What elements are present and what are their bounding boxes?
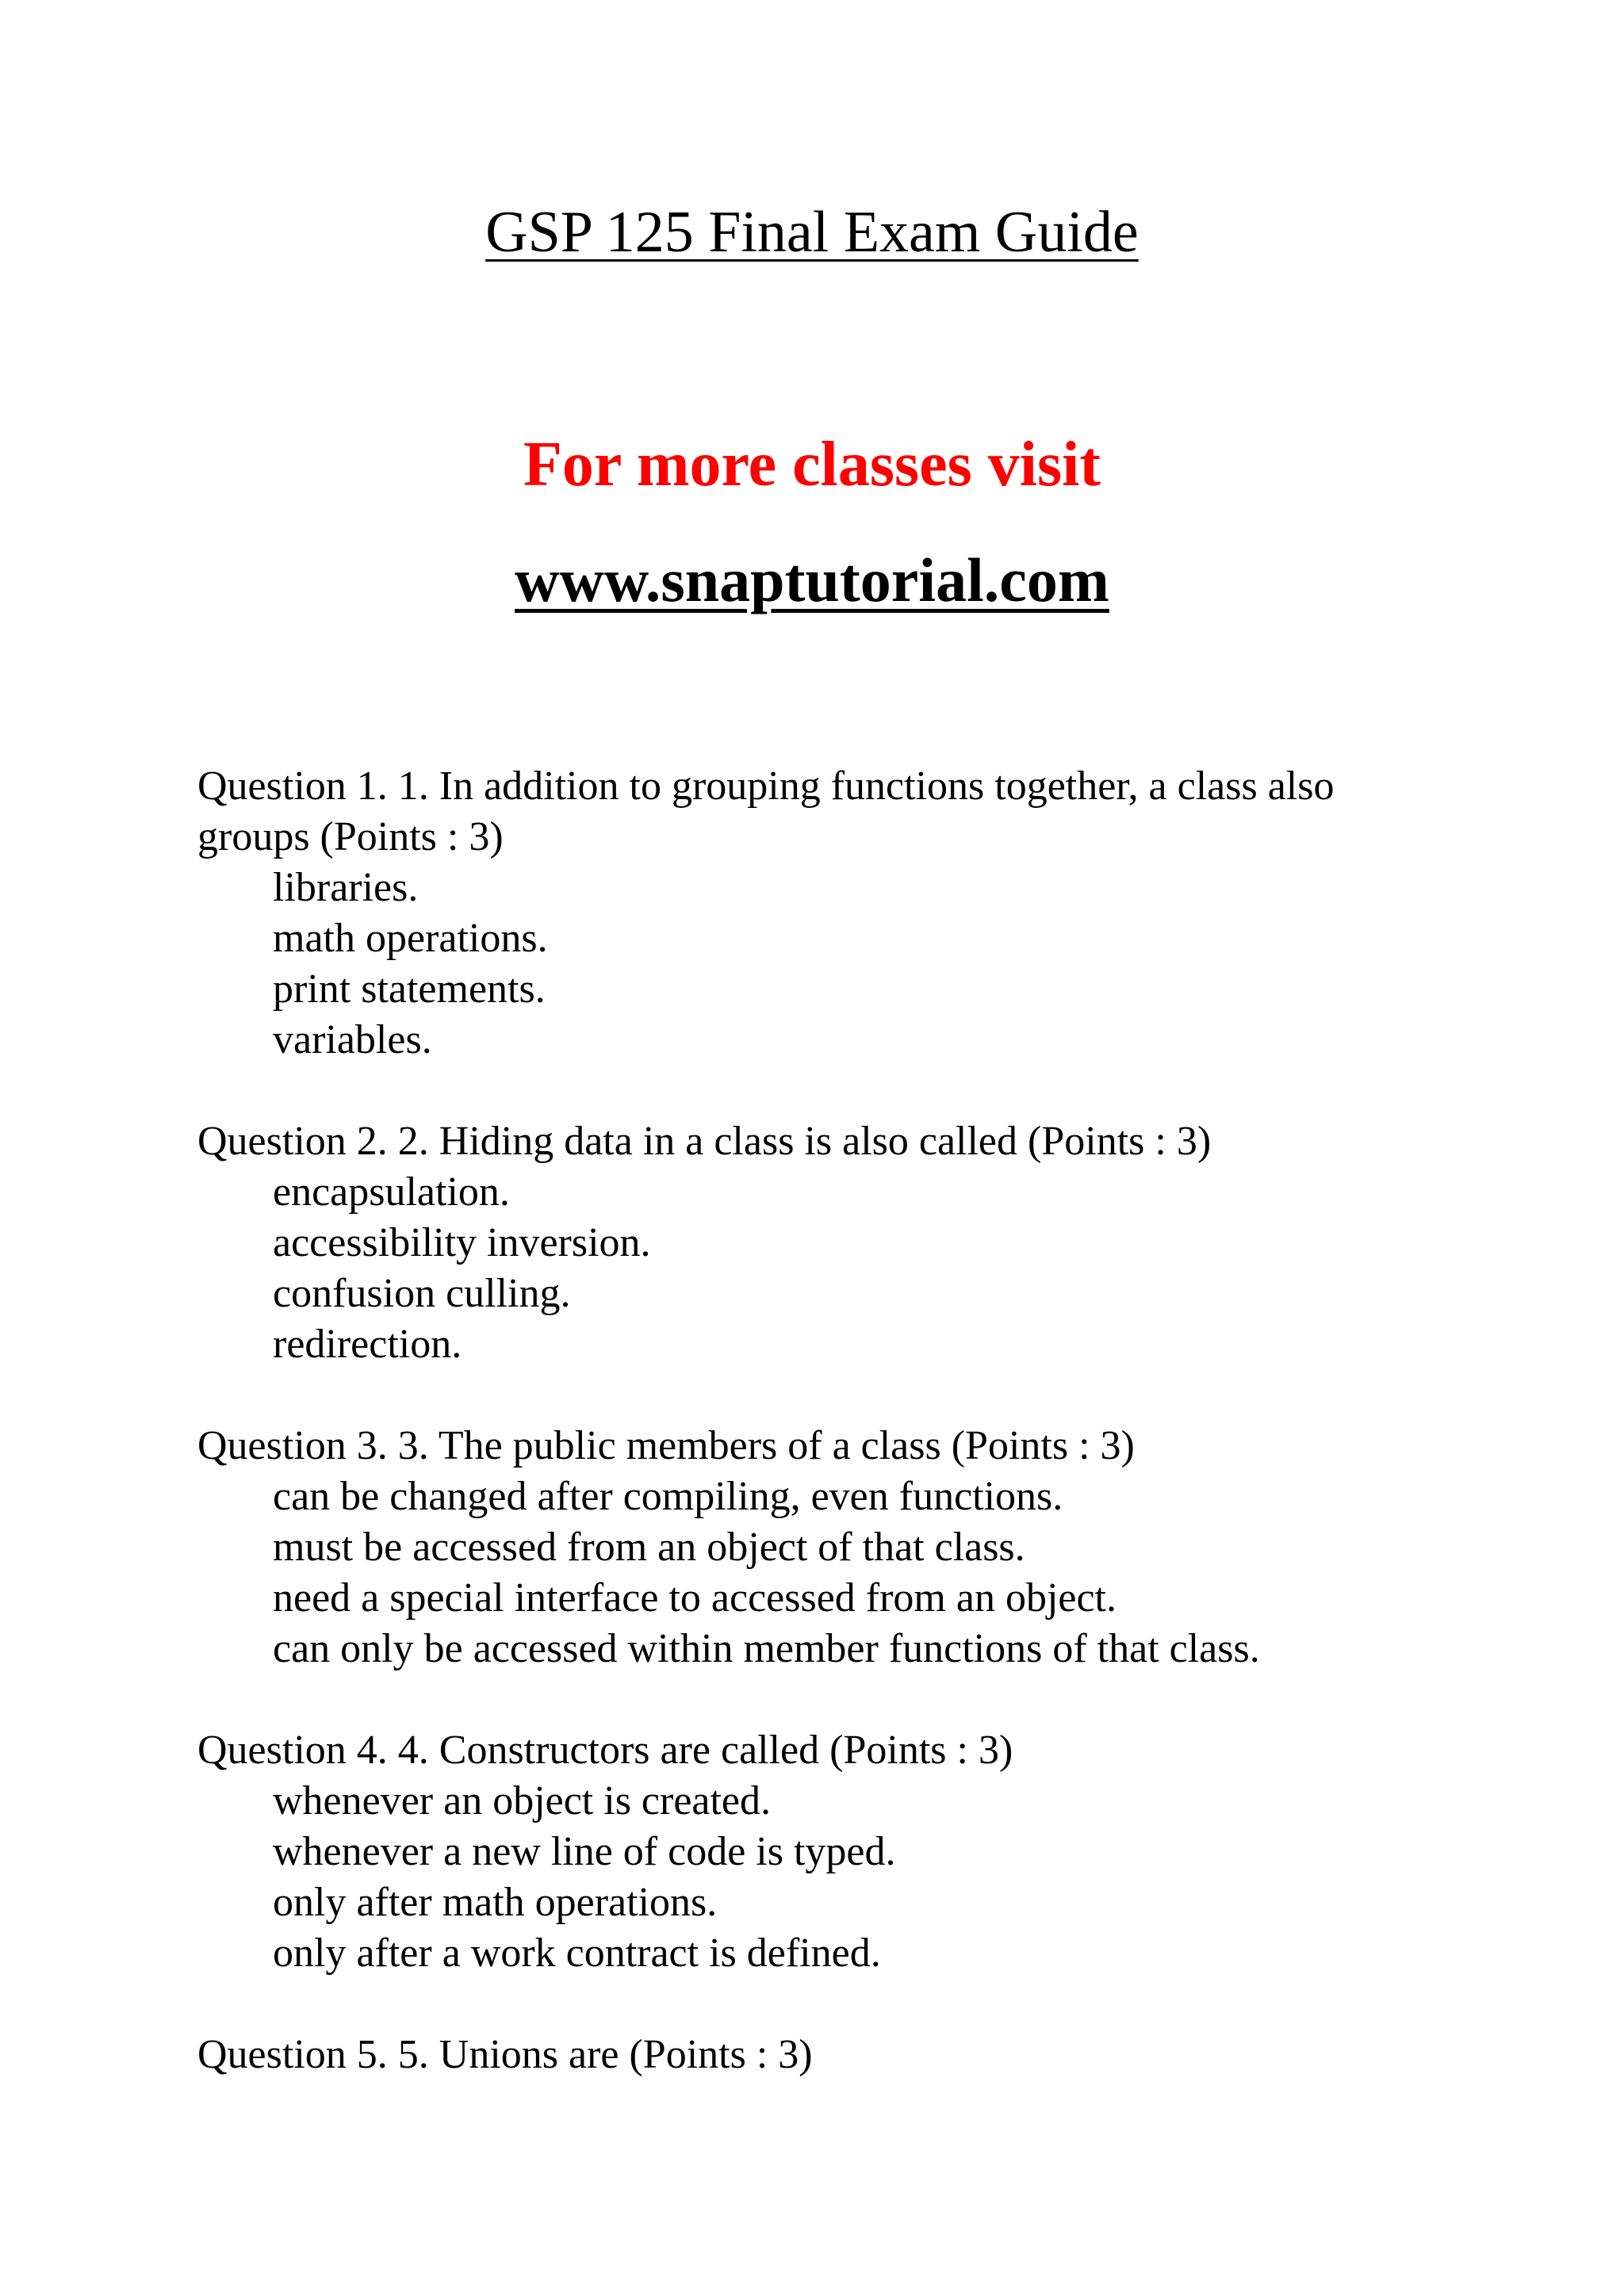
- question-text: Question 1. 1. In addition to grouping functions together, a class also groups (Points : 3): [197, 763, 1335, 859]
- question-text: Question 3. 3. The public members of a class (Points : 3): [197, 1423, 1135, 1468]
- answer-option: redirection.: [273, 1322, 462, 1367]
- answer-option: math operations.: [273, 916, 548, 961]
- answer-option: whenever a new line of code is typed.: [273, 1829, 896, 1874]
- document-title: GSP 125 Final Exam Guide: [485, 200, 1139, 265]
- question-text: Question 2. 2. Hiding data in a class is also called (Points : 3): [197, 1119, 1212, 1164]
- question-list: [197, 761, 1419, 2131]
- website-link[interactable]: www.snaptutorial.com: [515, 545, 1109, 614]
- answer-option: only after a work contract is defined.: [273, 1931, 881, 1976]
- answer-option: need a special interface to accessed from an object.: [273, 1575, 1116, 1621]
- question-text: Question 5. 5. Unions are (Points : 3): [197, 2032, 813, 2077]
- answer-option: can be changed after compiling, even functions.: [273, 1474, 1063, 1519]
- answer-option: only after math operations.: [273, 1880, 718, 1925]
- answer-option: variables.: [273, 1017, 432, 1062]
- question-text: Question 4. 4. Constructors are called (Points : 3): [197, 1728, 1013, 1773]
- question-1: [197, 761, 1419, 1066]
- question-4: [197, 1725, 1419, 1979]
- question-2: [197, 1116, 1419, 1370]
- answer-option: whenever an object is created.: [273, 1778, 772, 1823]
- answer-option: can only be accessed within member functions of that class.: [273, 1626, 1260, 1671]
- answer-option: libraries.: [273, 865, 419, 910]
- answer-option: print statements.: [273, 966, 546, 1012]
- answer-option: confusion culling.: [273, 1271, 571, 1316]
- answer-option: encapsulation.: [273, 1169, 510, 1215]
- question-3: [197, 1421, 1419, 1674]
- promo-text: For more classes visit: [523, 430, 1101, 499]
- answer-option: accessibility inversion.: [273, 1220, 651, 1265]
- question-5: [197, 2030, 1419, 2080]
- answer-option: must be accessed from an object of that class.: [273, 1525, 1025, 1570]
